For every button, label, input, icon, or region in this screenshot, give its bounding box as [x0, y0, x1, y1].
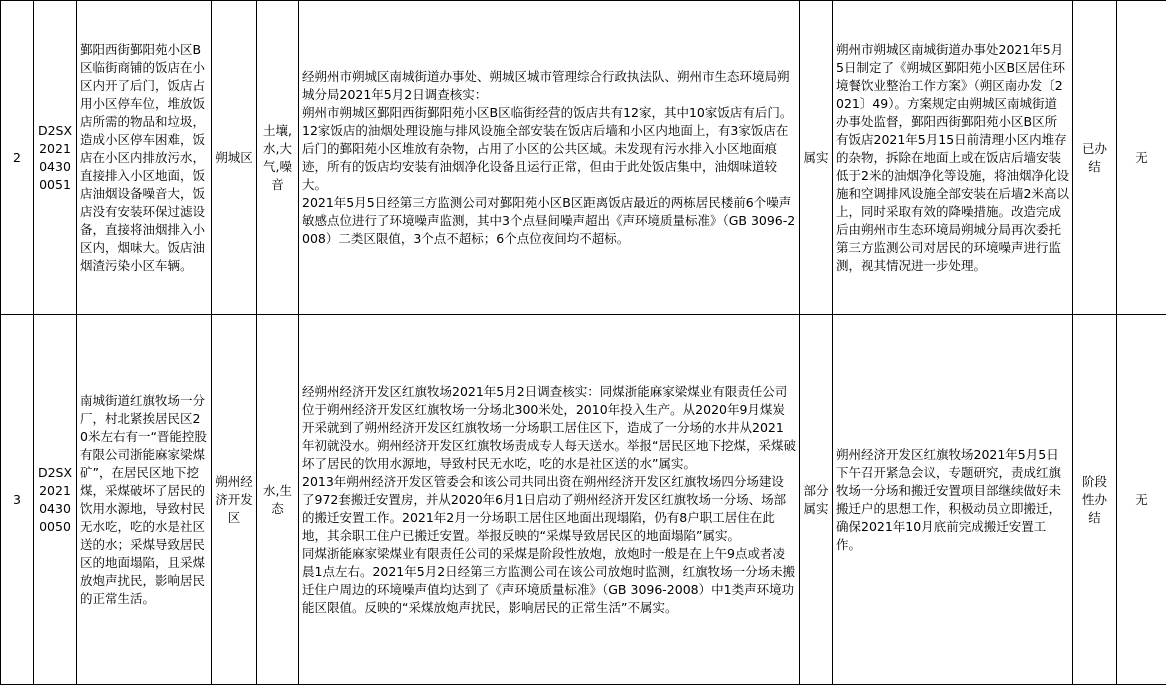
accountability: 无	[1117, 315, 1166, 685]
complaint-content: 南城街道红旗牧场一分厂，村北紧挨居民区20米左右有一“晋能控股有限公司浙能麻家梁煤矿”，在居民区地下挖煤，采煤破坏了居民的饮用水源地，导致村民无水吃，吃的水是社区送的水；采煤导致居民区的地面塌陷，且采煤放炮声扰民，影响居民的正常生活。	[77, 315, 212, 685]
case-id: D2SX202104300050	[34, 315, 77, 685]
complaint-content: 鄞阳西街鄞阳苑小区B区临街商铺的饭店在小区内开了后门，饭店占用小区停车位，堆放饭店所需的物品和垃圾，造成小区停车困难，饭店在小区内排放污水，直接排入小区地面，饭店油烟设备噪音大，饭店没有安装环保过滤设备，直接将油烟排入小区内，烟味大。饭店油烟渣污染小区车辆。	[77, 1, 212, 315]
handling-measures: 朔州市朔城区南城街道办事处2021年5月5日制定了《朔城区鄞阳苑小区B区居住环境餐饮业整治工作方案》（朔区南办发〔2021〕49）。方案规定由朔城区南城街道办事处监督，鄞阳西街鄞阳苑小区B区所有饭店2021年5月15日前清理小区内堆存的杂物，拆除在地面上或在饭店后墙安装低于2米的油烟净化等设施，将油烟净化设施和空调排风设施全部安装在后墙2米高以上，同时采取有效的降噪措施。改造完成后由朔州市生态环境局朔城分局再次委托第三方监测公司对居民的环境噪声进行监测，视其情况进一步处理。	[833, 1, 1073, 315]
case-id: D2SX202104300051	[34, 1, 77, 315]
accountability: 无	[1117, 1, 1166, 315]
row-index: 2	[1, 1, 34, 315]
district: 朔城区	[212, 1, 257, 315]
verdict: 属实	[800, 1, 833, 315]
table-row	[1, 1, 1166, 315]
investigation-result: 经朔州经济开发区红旗牧场2021年5月2日调查核实：同煤浙能麻家梁煤业有限责任公司位于朔州经济开发区红旗牧场一分场北300米处，2010年投入生产。从2020年9月煤炭开采就到了朔州经济开发区红旗牧场一分场职工居住区下，造成了一分场的水井从2021年初就没水。朔州经济开发区红旗牧场责成专人每天送水。举报“居民区地下挖煤，采煤破坏了居民的饮用水源地，导致村民无水吃，吃的水是社区送的水”属实。 2013年朔州经济开发区管委会和该公司共同出资在朔州经济开发区红旗牧场四分场建设了972套搬迁安置房，并从2020年6月1日启动了朔州经济开发区红旗牧场一分场、场部的搬迁安置工作。2021年2月一分场职工居住区地面出现塌陷，仍有8户职工居住在此地，其余职工住户已搬迁安置。举报反映的“采煤导致居民区的地面塌陷”属实。 同煤浙能麻家梁煤业有限责任公司的采煤是阶段性放炮，放炮时一般是在上午9点或者凌晨1点左右。2021年5月2日经第三方监测公司在该公司放炮时监测，红旗牧场一分场未搬迁住户周边的环境噪声值均达到了《声环境质量标准》（GB 3096-2008）中1类声环境功能区限值。反映的“采煤放炮声扰民，影响居民的正常生活”不属实。	[299, 315, 800, 685]
status: 阶段性办结	[1073, 315, 1117, 685]
verdict: 部分属实	[800, 315, 833, 685]
pollution-type: 土壤,水,大气,噪音	[257, 1, 299, 315]
investigation-result: 经朔州市朔城区南城街道办事处、朔城区城市管理综合行政执法队、朔州市生态环境局朔城分局2021年5月2日调查核实： 朔州市朔城区鄞阳西街鄞阳苑小区B区临街经营的饭店共有12家，其中10家饭店有后门。12家饭店的油烟处理设施与排风设施全部安装在饭店后墙和小区内地面上，有3家饭店在后门的鄞阳苑小区堆放有杂物，占用了小区的公共区域。未发现有污水排入小区地面痕迹，所有的饭店均安装有油烟净化设备且运行正常，但由于此处饭店集中，油烟味道较大。 2021年5月5日经第三方监测公司对鄞阳苑小区B区距离饭店最近的两栋居民楼前6个噪声敏感点位进行了环境噪声监测，其中3个点昼间噪声超出《声环境质量标准》（GB 3096-2008）二类区限值，3个点不超标；6个点位夜间均不超标。	[299, 1, 800, 315]
table-row	[1, 315, 1166, 685]
row-index: 3	[1, 315, 34, 685]
pollution-type: 水,生态	[257, 315, 299, 685]
handling-measures: 朔州经济开发区红旗牧场2021年5月5日下午召开紧急会议，专题研究，责成红旗牧场一分场和搬迁安置项目部继续做好未搬迁户的思想工作，积极动员立即搬迁，确保2021年10月底前完成搬迁安置工作。	[833, 315, 1073, 685]
status: 已办结	[1073, 1, 1117, 315]
district: 朔州经济开发区	[212, 315, 257, 685]
